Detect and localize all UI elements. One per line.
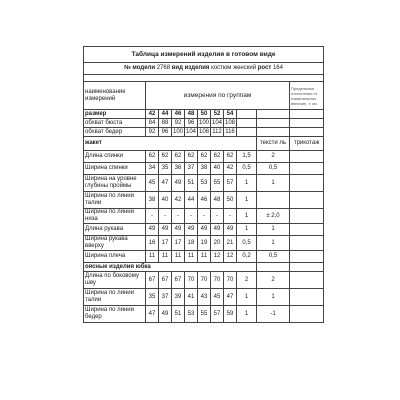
value-cell: 49 bbox=[211, 224, 224, 236]
row-label: обхват бедер bbox=[84, 128, 146, 137]
row-label: Ширина по линии талии bbox=[84, 289, 146, 306]
table-row bbox=[84, 151, 324, 163]
knit-tolerance: 2 bbox=[257, 272, 290, 289]
value-cell: 100 bbox=[173, 128, 184, 135]
kind-value: костюм женский bbox=[211, 65, 257, 71]
value-cell: 70 bbox=[211, 272, 224, 289]
measurement-name-header: наименование измерений bbox=[84, 82, 146, 110]
row-label: Длина спинки bbox=[84, 151, 146, 163]
value-cell: 104 bbox=[212, 119, 223, 126]
value-cell: 11 bbox=[198, 251, 211, 263]
value-cell: 100 bbox=[199, 119, 210, 126]
value-cell: 53 bbox=[185, 306, 198, 323]
empty-cell bbox=[290, 251, 324, 263]
value-cell: 49 bbox=[172, 175, 185, 192]
textile-tolerance: 1 bbox=[237, 224, 257, 236]
row-label: Ширина рукава вверху bbox=[84, 236, 146, 251]
value-cell: 67 bbox=[172, 272, 185, 289]
size-cell: 44 bbox=[159, 110, 172, 119]
value-cell: 34 bbox=[146, 163, 159, 175]
value-cell: 67 bbox=[146, 272, 159, 289]
value-cell: 49 bbox=[198, 224, 211, 236]
measurement-table bbox=[83, 46, 324, 323]
value-cell: 112 bbox=[212, 128, 222, 135]
height-value: 164 bbox=[272, 65, 283, 71]
value-cell: 37 bbox=[159, 289, 172, 306]
value-cell: 42 bbox=[172, 192, 185, 209]
knit-tolerance: -1 bbox=[257, 306, 290, 323]
value-cell: 37 bbox=[185, 163, 198, 175]
empty-cell bbox=[290, 289, 324, 306]
empty-cell bbox=[290, 128, 324, 137]
table-row bbox=[84, 224, 324, 236]
row-label: Длина по боковому шву bbox=[84, 272, 146, 289]
table-row bbox=[84, 251, 324, 263]
table-row bbox=[84, 128, 324, 137]
height-label: рост bbox=[257, 65, 272, 71]
empty-cell bbox=[290, 263, 324, 272]
row-label: Ширина на уровне глубины проймы bbox=[84, 175, 146, 192]
value-cell: 62 bbox=[211, 151, 224, 163]
section-title: жакет bbox=[84, 137, 257, 151]
value-cell: 57 bbox=[224, 175, 237, 192]
value-cell: 43 bbox=[198, 289, 211, 306]
empty-cell bbox=[290, 209, 324, 224]
value-cell: 36 bbox=[172, 163, 185, 175]
knit-tolerance: 1 bbox=[257, 289, 290, 306]
value-cell: 49 bbox=[146, 224, 159, 236]
textile-tolerance: 2 bbox=[237, 272, 257, 289]
knit-column-header: трикотаж bbox=[290, 137, 324, 151]
value-cell: 62 bbox=[159, 151, 172, 163]
value-cell: - bbox=[198, 209, 211, 224]
row-label: Ширина по линии низа bbox=[84, 209, 146, 224]
size-row bbox=[84, 110, 324, 119]
value-cell: 49 bbox=[172, 224, 185, 236]
value-cell: 41 bbox=[185, 289, 198, 306]
value-cell: - bbox=[185, 209, 198, 224]
value-cell: 49 bbox=[224, 224, 237, 236]
empty-cell bbox=[290, 272, 324, 289]
size-cell: 46 bbox=[172, 110, 185, 119]
value-cell: 11 bbox=[185, 251, 198, 263]
value-cell: 59 bbox=[224, 306, 237, 323]
knit-tolerance bbox=[257, 192, 290, 209]
value-cell: 17 bbox=[159, 236, 172, 251]
knit-tolerance: 1 bbox=[257, 236, 290, 251]
value-cell: 62 bbox=[185, 151, 198, 163]
measurement-sheet bbox=[83, 46, 321, 323]
value-cell: 35 bbox=[146, 289, 159, 306]
value-cell: 108 bbox=[225, 119, 236, 126]
value-cell: 12 bbox=[211, 251, 224, 263]
knit-tolerance: 1 bbox=[257, 175, 290, 192]
empty-cell bbox=[290, 236, 324, 251]
empty-cell bbox=[290, 224, 324, 236]
value-cell: 39 bbox=[172, 289, 185, 306]
size-empty-3 bbox=[290, 110, 324, 119]
empty-cell bbox=[237, 128, 257, 137]
value-cell: 70 bbox=[224, 272, 237, 289]
value-cell: 88 bbox=[159, 119, 172, 128]
value-cell: 92 bbox=[146, 128, 159, 137]
row-label: обхват бюста bbox=[84, 119, 146, 128]
empty-cell bbox=[237, 119, 257, 128]
table-title: Таблица измерений изделия в готовом виде bbox=[84, 47, 324, 63]
value-cell: 38 bbox=[198, 163, 211, 175]
value-cell: 70 bbox=[198, 272, 211, 289]
value-cell: 17 bbox=[172, 236, 185, 251]
value-cell: 49 bbox=[185, 224, 198, 236]
knit-tolerance: 1 bbox=[257, 224, 290, 236]
value-cell: 53 bbox=[198, 175, 211, 192]
value-cell: 11 bbox=[146, 251, 159, 263]
value-cell: 55 bbox=[198, 306, 211, 323]
textile-tolerance: 0,2 bbox=[237, 251, 257, 263]
table-row bbox=[84, 163, 324, 175]
tolerance-note: Предельные отклонения от номинальных величин, ± см. bbox=[290, 82, 324, 110]
row-label: Ширина плеча bbox=[84, 251, 146, 263]
table-row bbox=[84, 289, 324, 306]
value-cell: 45 bbox=[146, 175, 159, 192]
textile-tolerance: 0,5 bbox=[237, 163, 257, 175]
value-cell: - bbox=[159, 209, 172, 224]
value-cell: - bbox=[224, 209, 237, 224]
row-label: Ширина по линии талии bbox=[84, 192, 146, 209]
size-empty-2 bbox=[257, 110, 290, 119]
value-cell: 116 bbox=[225, 128, 235, 135]
row-label: Ширина по линии бедер bbox=[84, 306, 146, 323]
value-cell: 19 bbox=[198, 236, 211, 251]
size-cell: 50 bbox=[198, 110, 211, 119]
model-value: 2768 bbox=[156, 65, 171, 71]
knit-tolerance: 2 bbox=[257, 151, 290, 163]
value-cell: 47 bbox=[146, 306, 159, 323]
value-cell: 40 bbox=[159, 192, 172, 209]
empty-cell bbox=[290, 119, 324, 128]
empty-cell bbox=[290, 151, 324, 163]
value-cell: - bbox=[146, 209, 159, 224]
value-cell: 16 bbox=[146, 236, 159, 251]
value-cell: 45 bbox=[211, 289, 224, 306]
textile-tolerance: 1 bbox=[237, 289, 257, 306]
spacer-row bbox=[84, 75, 324, 82]
kind-label: вид изделия bbox=[171, 65, 210, 71]
value-cell: - bbox=[172, 209, 185, 224]
value-cell: 62 bbox=[146, 151, 159, 163]
value-cell: 47 bbox=[159, 175, 172, 192]
value-cell: 11 bbox=[172, 251, 185, 263]
value-cell: 44 bbox=[185, 192, 198, 209]
size-cell: 52 bbox=[211, 110, 224, 119]
table-row bbox=[84, 175, 324, 192]
table-row bbox=[84, 192, 324, 209]
size-cell: 42 bbox=[146, 110, 159, 119]
size-cell: 54 bbox=[224, 110, 237, 119]
size-label: размер bbox=[84, 110, 146, 119]
knit-tolerance: 0,5 bbox=[257, 163, 290, 175]
row-label: Длина рукава bbox=[84, 224, 146, 236]
value-cell: 62 bbox=[224, 151, 237, 163]
value-cell: - bbox=[211, 209, 224, 224]
value-cell: 67 bbox=[159, 272, 172, 289]
table-row bbox=[84, 306, 324, 323]
size-empty-1 bbox=[237, 110, 257, 119]
model-label: № модели bbox=[124, 65, 156, 71]
groups-header: измерения по группам bbox=[146, 82, 290, 110]
row-label: Ширина спинки bbox=[84, 163, 146, 175]
value-cell: 96 bbox=[159, 128, 172, 137]
empty-cell bbox=[290, 192, 324, 209]
value-cell: 35 bbox=[159, 163, 172, 175]
value-cell: 62 bbox=[198, 151, 211, 163]
value-cell: 46 bbox=[198, 192, 211, 209]
empty-cell bbox=[290, 175, 324, 192]
empty-cell bbox=[257, 119, 290, 128]
value-cell: 38 bbox=[146, 192, 159, 209]
value-cell: 40 bbox=[211, 163, 224, 175]
value-cell: 55 bbox=[211, 175, 224, 192]
table-row bbox=[84, 236, 324, 251]
value-cell: 21 bbox=[224, 236, 237, 251]
table-row bbox=[84, 272, 324, 289]
value-cell: 108 bbox=[199, 128, 210, 135]
section-header-row bbox=[84, 137, 324, 151]
value-cell: 49 bbox=[159, 224, 172, 236]
value-cell: 51 bbox=[172, 306, 185, 323]
textile-column-header: тексти ль bbox=[257, 137, 290, 151]
knit-tolerance: 0,5 bbox=[257, 251, 290, 263]
value-cell: 51 bbox=[185, 175, 198, 192]
value-cell: 104 bbox=[186, 128, 197, 135]
table-row bbox=[84, 209, 324, 224]
value-cell: 11 bbox=[159, 251, 172, 263]
table-row bbox=[84, 119, 324, 128]
textile-tolerance: 1,5 bbox=[237, 151, 257, 163]
value-cell: 42 bbox=[224, 163, 237, 175]
section-title: оясные изделия юбка bbox=[84, 263, 257, 272]
value-cell: 47 bbox=[224, 289, 237, 306]
section-header-row bbox=[84, 263, 324, 272]
value-cell: 84 bbox=[146, 119, 159, 128]
empty-cell bbox=[290, 163, 324, 175]
empty-cell bbox=[257, 263, 290, 272]
textile-tolerance: 1 bbox=[237, 209, 257, 224]
textile-tolerance: 1 bbox=[237, 175, 257, 192]
knit-tolerance: ± 2,0 bbox=[257, 209, 290, 224]
value-cell: 70 bbox=[185, 272, 198, 289]
value-cell: 20 bbox=[211, 236, 224, 251]
value-cell: 50 bbox=[224, 192, 237, 209]
size-cell: 48 bbox=[185, 110, 198, 119]
textile-tolerance: 1 bbox=[237, 192, 257, 209]
textile-tolerance: 1 bbox=[237, 306, 257, 323]
textile-tolerance: 0,5 bbox=[237, 236, 257, 251]
value-cell: 18 bbox=[185, 236, 198, 251]
model-line bbox=[84, 63, 324, 75]
value-cell: 96 bbox=[185, 119, 198, 128]
value-cell: 48 bbox=[211, 192, 224, 209]
value-cell: 57 bbox=[211, 306, 224, 323]
value-cell: 49 bbox=[159, 306, 172, 323]
empty-cell bbox=[257, 128, 290, 137]
empty-cell bbox=[290, 306, 324, 323]
value-cell: 62 bbox=[172, 151, 185, 163]
value-cell: 12 bbox=[224, 251, 237, 263]
value-cell: 92 bbox=[172, 119, 185, 128]
